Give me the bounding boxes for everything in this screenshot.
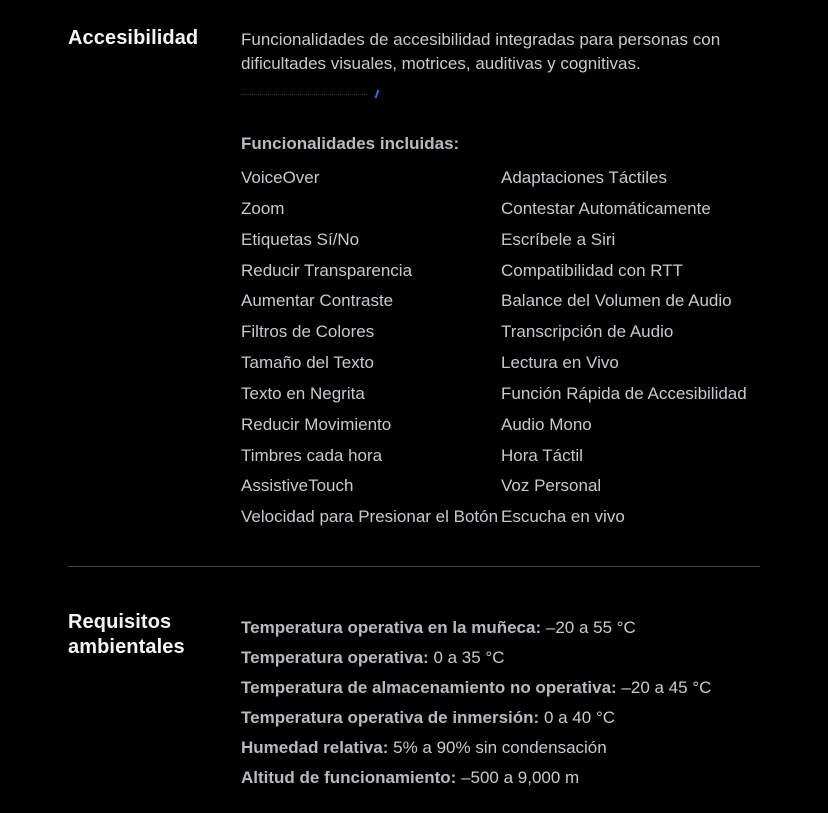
feature-item: VoiceOver [241,168,320,187]
accessibility-link-remnant[interactable] [241,88,381,102]
feature-item: Reducir Movimiento [241,414,392,434]
features-list-right [501,163,791,533]
feature-item: Voz Personal [501,476,602,496]
spec-row [241,763,711,793]
spec-value: 0 a 40 °C [543,708,616,727]
spec-label: Temperatura operativa: [241,648,429,667]
link-underline-remnant [241,94,367,96]
spec-value: –20 a 45 °C [621,678,712,697]
feature-item: Audio Mono [501,414,592,434]
feature-item: Balance del Volumen de Audio [501,291,732,311]
spec-value: 5% a 90% sin condensación [393,738,607,757]
spec-label: Humedad relativa: [241,738,389,757]
feature-item: Contestar Automáticamente [501,198,711,218]
feature-item: Texto en Negrita [241,383,365,403]
feature-item: Función Rápida de Accesibilidad [501,383,747,403]
spec-value: –20 a 55 °C [545,618,636,637]
feature-item: Zoom [241,198,285,218]
feature-item: Escríbele a Siri [501,229,616,249]
spec-row [241,703,711,733]
feature-item: Reducir Transparencia [241,260,413,280]
feature-item: Velocidad para Presionar el Botón [241,507,499,527]
spec-row [241,643,711,673]
feature-item: Tamaño del Texto [241,353,374,373]
environment-heading: Requisitos ambientales [68,611,185,658]
spec-label: Altitud de funcionamiento: [241,768,457,787]
spec-row [241,673,711,703]
features-list-left [241,163,503,533]
spec-row [241,733,711,763]
environment-specs-list [241,613,711,793]
spec-row [241,613,711,643]
feature-item: Escucha en vivo [501,507,625,527]
spec-label: Temperatura operativa en la muñeca: [241,618,542,637]
feature-item: Hora Táctil [501,445,583,465]
feature-item: Adaptaciones Táctiles [501,168,668,187]
accessibility-heading: Accesibilidad [68,27,199,49]
spec-value: 0 a 35 °C [433,648,505,667]
link-arrow-icon [371,90,380,98]
feature-item: Compatibilidad con RTT [501,260,684,280]
feature-item: Timbres cada hora [241,445,383,465]
feature-item: Transcripción de Audio [501,322,674,342]
accessibility-description: Funcionalidades de accesibilidad integradas para personas con dificultades visuales, motrices, auditivas y cognitivas. [241,30,721,73]
spec-label: Temperatura de almacenamiento no operativa: [241,678,617,697]
spec-label: Temperatura operativa de inmersión: [241,708,540,727]
feature-item: Lectura en Vivo [501,353,619,373]
feature-item: Aumentar Contraste [241,291,394,311]
features-title: Funcionalidades incluidas: [241,134,460,153]
section-divider [68,566,760,567]
feature-item: AssistiveTouch [241,476,354,496]
feature-item: Filtros de Colores [241,322,375,342]
spec-value: –500 a 9,000 m [461,768,580,787]
feature-item: Etiquetas Sí/No [241,229,360,249]
